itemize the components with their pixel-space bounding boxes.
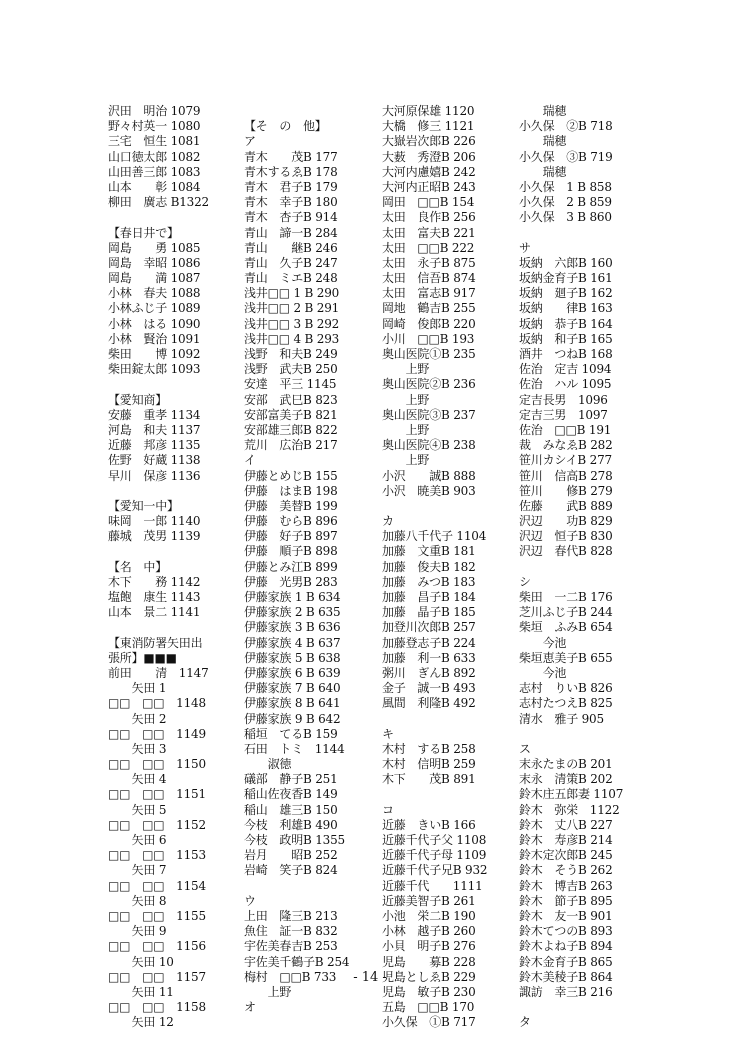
list-item: 近藤 邦彦 1135 (108, 438, 201, 453)
list-item: 【愛知一中】 (108, 498, 179, 513)
list-item: 岡島 満 1087 (108, 271, 201, 286)
list-item: 鈴木 節子B 895 (519, 893, 613, 908)
list-item: 今池 (519, 635, 567, 650)
list-item: 奥山医院②B 236 (382, 377, 476, 392)
list-item: 岡田 □□B 154 (382, 195, 475, 210)
list-item: 矢田 8 (108, 893, 167, 908)
list-item: 岡島 勇 1085 (108, 240, 201, 255)
list-item: 青木 幸子B 180 (244, 195, 338, 210)
list-item: 佐治 □□B 191 (519, 422, 612, 437)
list-item: 鈴木 寿彦B 214 (519, 833, 613, 847)
list-item: キ (382, 726, 394, 741)
list-item: 近藤 きいB 166 (382, 817, 476, 832)
list-item: 稲山 雄三B 150 (244, 802, 338, 817)
list-item: 小久保 ①B 717 (382, 1015, 476, 1030)
list-item: 矢田 3 (108, 741, 167, 756)
list-item: 末永 清策B 202 (519, 772, 613, 787)
list-item: 木下 茂B 891 (382, 772, 476, 787)
list-item: 岡島 幸昭 1086 (108, 255, 201, 270)
list-item: 安部 武巳B 823 (244, 392, 338, 407)
list-item: 浅井□□ 4 B 293 (244, 331, 340, 346)
list-item: 加藤 昌子B 184 (382, 590, 476, 604)
list-item: 太田 □□B 222 (382, 240, 475, 255)
list-item: 伊藤 はまB 198 (244, 483, 338, 498)
list-item: 矢田 5 (108, 802, 167, 817)
list-item: 【愛知商】 (108, 392, 168, 407)
list-item: 鈴木定次郎B 245 (519, 848, 613, 863)
list-item: 安藤 重孝 1134 (108, 407, 201, 422)
list-item: 近藤千代 1111 (382, 878, 483, 893)
list-item: 木村 するB 258 (382, 741, 476, 756)
list-item: 伊藤家族 9 B 642 (244, 711, 341, 726)
list-item: 沢辺 功B 829 (519, 514, 613, 529)
spacer-line (382, 499, 532, 514)
list-item: 野々村英一 1080 (108, 119, 201, 134)
list-item: 矢田 11 (108, 984, 174, 999)
list-item: 上野 (382, 453, 430, 468)
list-item: 矢田 4 (108, 772, 167, 787)
spacer-line (108, 377, 258, 392)
list-item: 鈴木 そうB 262 (519, 863, 613, 878)
list-item: 佐藤 武B 889 (519, 498, 613, 513)
list-item: 加藤 みつB 183 (382, 574, 476, 589)
list-item: 伊藤家族 1 B 634 (244, 590, 341, 604)
spacer-line (244, 879, 394, 894)
list-item: 鈴木 博吉B 263 (519, 878, 613, 893)
list-item: 太田 富夫B 221 (382, 225, 476, 240)
list-item: □□ □□ 1152 (108, 817, 206, 832)
list-item: イ (244, 453, 256, 468)
name-column-4 (519, 104, 669, 1030)
list-item: 上野 (382, 392, 430, 407)
list-item: 風間 利隆B 492 (382, 696, 476, 711)
spacer-line (108, 484, 258, 499)
list-item: 張所】■■■ (108, 650, 177, 665)
list-item: 瑞穂 (519, 104, 567, 118)
list-item: 矢田 10 (108, 954, 174, 969)
spacer-line (519, 226, 669, 241)
list-item: 鈴木美稜子B 864 (519, 969, 613, 984)
list-item: 柴垣 ふみB 654 (519, 620, 613, 635)
list-item: 浅井□□ 2 B 291 (244, 301, 340, 316)
list-item: 青山 継B 246 (244, 240, 338, 255)
list-item: 志村 りいB 826 (519, 681, 613, 696)
list-item: 小林 賢治 1091 (108, 331, 201, 346)
list-item: 伊藤家族 6 B 639 (244, 665, 341, 680)
list-item: 瑞穂 (519, 164, 567, 179)
spacer-line (519, 560, 669, 575)
list-item: 坂納金育子B 161 (519, 271, 613, 286)
list-item: 小沢 暁美B 903 (382, 483, 476, 498)
list-item: 浅野 武夫B 250 (244, 362, 338, 377)
list-item: 笹川 信高B 278 (519, 468, 613, 483)
list-item: 小林 越子B 260 (382, 924, 476, 939)
list-item: 坂納 和子B 165 (519, 331, 613, 346)
list-item: 伊藤家族 4 B 637 (244, 635, 341, 650)
list-item: 鈴木 丈八B 227 (519, 817, 613, 832)
spacer-line (108, 544, 258, 559)
list-item: 安部雄三郎B 822 (244, 422, 338, 437)
list-item: 近藤千代子父 1108 (382, 833, 487, 847)
list-item: 小久保 1 B 858 (519, 179, 612, 194)
list-item: 上野 (244, 984, 292, 999)
list-item: 山本 景二 1141 (108, 605, 201, 620)
list-item: 山本 彰 1084 (108, 179, 201, 194)
list-item: □□ □□ 1155 (108, 908, 206, 923)
list-item: 柳田 廣志 B1322 (108, 195, 209, 210)
list-item: 青木 君子B 179 (244, 179, 338, 194)
spacer-line (382, 712, 532, 727)
list-item: 荒川 広治B 217 (244, 438, 338, 453)
list-item: 石田 トミ 1144 (244, 741, 345, 756)
list-item: 瑞穂 (519, 134, 567, 149)
list-item: □□ □□ 1158 (108, 1000, 206, 1015)
list-item: 小貝 明子B 276 (382, 939, 476, 954)
list-item: 小池 栄二B 190 (382, 908, 476, 923)
list-item: 柴田錠太郎 1093 (108, 362, 201, 377)
list-item: 矢田 12 (108, 1015, 174, 1030)
list-item: 定吉長男 1096 (519, 392, 608, 407)
list-item: □□ □□ 1148 (108, 696, 206, 711)
list-item: 大橋 修三 1121 (382, 119, 475, 134)
list-item: 三宅 恒生 1081 (108, 134, 201, 149)
list-item: サ (519, 240, 531, 255)
list-item: 浅井□□ 3 B 292 (244, 316, 340, 331)
list-item: 矢田 7 (108, 863, 167, 878)
list-item: □□ □□ 1157 (108, 969, 206, 984)
spacer-line (108, 620, 258, 635)
list-item: 前田 清 1147 (108, 665, 209, 680)
list-item: 伊藤 好子B 897 (244, 529, 338, 544)
list-item: 矢田 2 (108, 711, 167, 726)
list-item: □□ □□ 1149 (108, 726, 206, 741)
list-item: 加藤登志子B 224 (382, 635, 476, 650)
list-item: 魚住 証一B 832 (244, 924, 338, 939)
list-item: 清水 雅子 905 (519, 711, 604, 726)
list-item: 太田 富志B 917 (382, 286, 476, 301)
list-item: 児島としゑB 229 (382, 969, 476, 984)
list-item: 青木 茂B 177 (244, 149, 338, 164)
list-item: 芝川ふじ子B 244 (519, 605, 613, 620)
list-item: 笹川カシイB 277 (519, 453, 612, 468)
list-item: 柴垣恵美子B 655 (519, 650, 613, 665)
list-item: 大嶽岩次郎B 226 (382, 134, 476, 149)
list-item: 笹川 修B 279 (519, 483, 613, 498)
list-item: 児島 募B 228 (382, 954, 476, 969)
list-item: □□ □□ 1154 (108, 878, 206, 893)
list-item: 志村たつえB 825 (519, 696, 613, 711)
list-item: 加登川次郎B 257 (382, 620, 476, 635)
list-item: 【春日井で】 (108, 225, 179, 240)
list-item: 加藤八千代子 1104 (382, 529, 487, 544)
spacer-line (519, 727, 669, 742)
list-item: 鈴木よね子B 894 (519, 939, 613, 954)
list-item: 青山 久子B 247 (244, 255, 338, 270)
list-item: 鈴木 弥栄 1122 (519, 802, 620, 817)
list-item: 【東消防署矢田出 (108, 635, 203, 650)
list-item: 坂納 廻子B 162 (519, 286, 613, 301)
list-item: 小林 春夫 1088 (108, 286, 201, 301)
list-item: 鈴木庄五郎妻 1107 (519, 787, 624, 802)
list-item: 安部富美子B 821 (244, 407, 338, 422)
list-item: 五島 □□B 170 (382, 1000, 475, 1015)
list-item: 淑徳 (244, 757, 292, 772)
list-item: 近藤千代子兄B 932 (382, 863, 488, 878)
name-column-1 (108, 104, 258, 1030)
list-item: 柴田 博 1092 (108, 347, 201, 361)
list-item: 沢辺 春代B 828 (519, 544, 613, 559)
list-item: 児島 敏子B 230 (382, 984, 476, 999)
list-item: 青木するゑB 178 (244, 164, 338, 179)
list-item: 伊藤とみ江B 899 (244, 559, 338, 574)
list-item: 柴田 一二B 176 (519, 590, 613, 604)
list-item: 宇佐美千鶴子B 254 (244, 954, 350, 969)
list-item: 青山 諦一B 284 (244, 225, 338, 240)
list-item: 上野 (382, 362, 430, 377)
list-item: 早川 保彦 1136 (108, 468, 201, 483)
list-item: 伊藤家族 7 B 640 (244, 681, 341, 696)
list-item: 沢辺 恒子B 830 (519, 529, 613, 544)
spacer-line (108, 210, 258, 225)
name-column-2 (244, 104, 394, 1015)
spacer-line (244, 104, 394, 119)
list-item: 小林 はる 1090 (108, 316, 201, 331)
list-item: 伊藤 むらB 896 (244, 514, 338, 529)
list-item: ス (519, 741, 531, 756)
list-item: 末永たまのB 201 (519, 757, 613, 772)
list-item: カ (382, 514, 394, 529)
list-item: 上野 (382, 422, 430, 437)
list-item: 矢田 6 (108, 833, 167, 847)
list-item: 岡崎 俊郎B 220 (382, 316, 476, 331)
list-item: タ (519, 1015, 531, 1030)
list-item: シ (519, 574, 531, 589)
list-item: 礒部 静子B 251 (244, 772, 338, 787)
list-item: 鈴木金育子B 865 (519, 954, 613, 969)
list-item: 加藤 文重B 181 (382, 544, 476, 559)
list-item: 坂納 六郎B 160 (519, 255, 613, 270)
list-item: 山田善三郎 1083 (108, 164, 201, 179)
list-item: 伊藤家族 2 B 635 (244, 605, 341, 620)
list-item: 浅井□□ 1 B 290 (244, 286, 340, 301)
list-item: 小久保 ③B 719 (519, 149, 613, 164)
list-item: 鈴木 友一B 901 (519, 908, 613, 923)
list-item: 味岡 一郎 1140 (108, 514, 201, 529)
list-item: 佐治 定吉 1094 (519, 362, 612, 377)
list-item: 矢田 9 (108, 924, 167, 939)
list-item: 伊藤とめじB 155 (244, 468, 338, 483)
list-item: 近藤美智子B 261 (382, 893, 476, 908)
list-item: 粥川 ぎんB 892 (382, 665, 476, 680)
list-item: 河島 和夫 1137 (108, 422, 201, 437)
list-item: 稲山佐夜香B 149 (244, 787, 338, 802)
list-item: 佐野 好蔵 1138 (108, 453, 201, 468)
list-item: 加藤 晶子B 185 (382, 605, 476, 620)
list-item: 今枝 利雄B 490 (244, 817, 338, 832)
list-item: 酒井 つねB 168 (519, 347, 613, 361)
list-item: 大河内正昭B 243 (382, 179, 476, 194)
list-item: 奥山医院④B 238 (382, 438, 476, 453)
list-item: 小久保 3 B 860 (519, 210, 612, 225)
list-item: 今枝 政明B 1355 (244, 833, 345, 847)
list-item: 木下 務 1142 (108, 574, 201, 589)
list-item: 金子 誠一B 493 (382, 681, 476, 696)
list-item: 坂納 恭子B 164 (519, 316, 613, 331)
list-item: 木村 信明B 259 (382, 757, 476, 772)
list-item: 裁 みなゑB 282 (519, 438, 613, 453)
list-item: □□ □□ 1156 (108, 939, 206, 954)
list-item: 小久保 ②B 718 (519, 119, 613, 134)
list-item: 加藤 俊夫B 182 (382, 559, 476, 574)
page-number: - 14 - (353, 970, 387, 985)
list-item: 大薮 秀澄B 206 (382, 149, 476, 164)
list-item: 小沢 誠B 888 (382, 468, 476, 483)
list-item: 伊藤家族 3 B 636 (244, 620, 341, 635)
list-item: 伊藤家族 8 B 641 (244, 696, 341, 711)
list-item: 小久保 2 B 859 (519, 195, 612, 210)
list-item: 鈴木てつのB 893 (519, 924, 613, 939)
list-item: 太田 信吾B 874 (382, 271, 476, 286)
spacer-line (519, 1000, 669, 1015)
list-item: 諏訪 幸三B 216 (519, 984, 613, 999)
list-item: 佐治 ハル 1095 (519, 377, 612, 392)
list-item: 上田 隆三B 213 (244, 908, 338, 923)
list-item: □□ □□ 1151 (108, 787, 206, 802)
list-item: 小川 □□B 193 (382, 331, 475, 346)
list-item: □□ □□ 1153 (108, 848, 206, 863)
list-item: 藤城 茂男 1139 (108, 529, 201, 544)
list-item: 宇佐美春吉B 253 (244, 939, 338, 954)
list-item: □□ □□ 1150 (108, 757, 206, 772)
list-item: 沢田 明治 1079 (108, 104, 201, 118)
list-item: 奥山医院①B 235 (382, 347, 476, 361)
list-item: 矢田 1 (108, 681, 167, 696)
list-item: 梅村 □□B 733 (244, 969, 337, 984)
list-item: 岡地 鶴吉B 255 (382, 301, 476, 316)
list-item: 伊藤 順子B 898 (244, 544, 338, 559)
list-item: 青木 杏子B 914 (244, 210, 338, 225)
list-item: 近藤千代子母 1109 (382, 848, 487, 863)
list-item: 浅野 和夫B 249 (244, 347, 338, 361)
spacer-line (382, 787, 532, 802)
list-item: オ (244, 1000, 256, 1015)
list-item: 塩飽 康生 1143 (108, 590, 201, 604)
list-item: 大河原保雄 1120 (382, 104, 475, 118)
list-item: 山口徳太郎 1082 (108, 149, 201, 164)
list-item: コ (382, 802, 394, 817)
name-column-3 (382, 104, 532, 1030)
list-item: ウ (244, 893, 256, 908)
list-item: 奥山医院③B 237 (382, 407, 476, 422)
list-item: 青山 ミエB 248 (244, 271, 338, 286)
list-item: 加藤 利一B 633 (382, 650, 476, 665)
list-item: 稲垣 てるB 159 (244, 726, 338, 741)
list-item: 定吉三男 1097 (519, 407, 608, 422)
list-item: 伊藤 美替B 199 (244, 498, 338, 513)
list-item: 岩月 昭B 252 (244, 848, 338, 863)
list-item: 太田 永子B 875 (382, 255, 476, 270)
list-item: 伊藤家族 5 B 638 (244, 650, 341, 665)
list-item: 【そ の 他】 (244, 119, 327, 134)
list-item: ア (244, 134, 256, 149)
list-item: 太田 良作B 256 (382, 210, 476, 225)
list-item: 岩崎 笑子B 824 (244, 863, 338, 878)
list-item: 伊藤 光男B 283 (244, 574, 338, 589)
list-item: 安達 平三 1145 (244, 377, 337, 392)
list-item: 今池 (519, 665, 567, 680)
list-item: 小林ふじ子 1089 (108, 301, 201, 316)
list-item: 坂納 律B 163 (519, 301, 613, 316)
list-item: 大河内慮嬉B 242 (382, 164, 476, 179)
list-item: 【名 中】 (108, 559, 168, 574)
